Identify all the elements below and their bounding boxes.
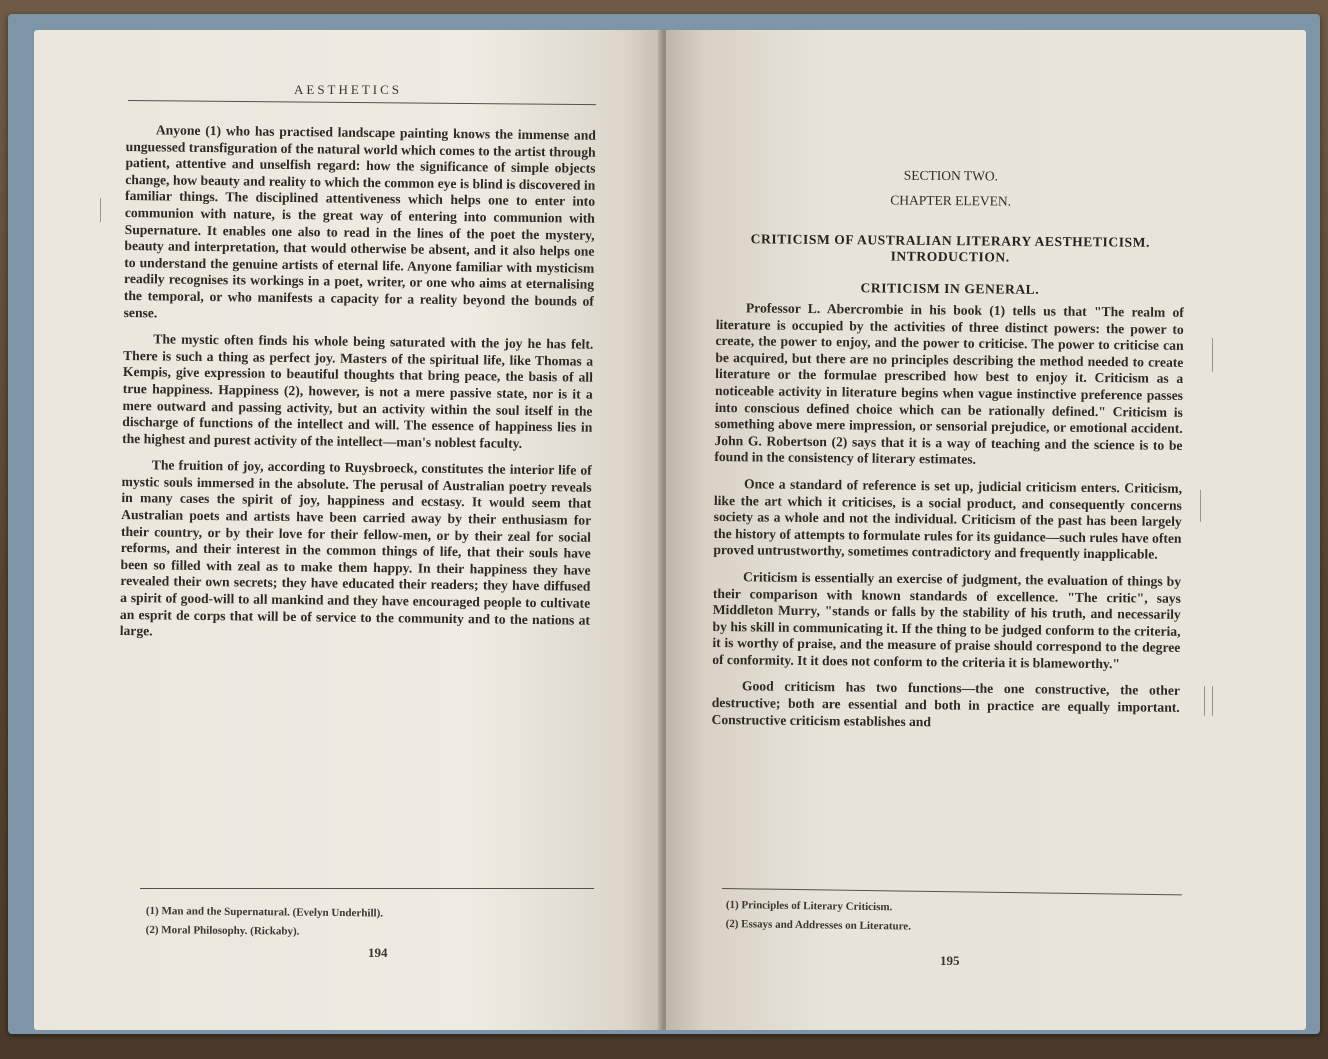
pencil-margin-mark	[1212, 338, 1213, 372]
left-body-text	[120, 122, 596, 656]
page-number: 195	[940, 953, 960, 968]
paragraph: Professor L. Abercrombie in his book (1) tells us that "The realm of literature is occupied by the activities of three distinct powers: the power to create, the power to enjoy, and the power to criticise. The power to criticise can be acquired, but there are no principles describing the method needed to create literature or the formulae prescribed how best to enjoy it. Criticism as a noticeable activity in literature begins when vague instinctive preference passes into conscious defined choice which can be rationally defined." Criticism is something above mere impression, or sensorial prejudice, or emotional accident. John G. Robertson (2) says that it is a way of teaching and the science is to be found in the consistency of literary estimates.	[714, 300, 1184, 468]
paragraph: Good criticism has two functions—the one constructive, the other destructive; both are essential and both in practice are equally important. Constructive criticism establishes and	[711, 678, 1181, 729]
chapter-heading-block	[715, 166, 1186, 299]
header-rule	[128, 100, 596, 105]
right-page	[666, 30, 1306, 1030]
right-body-text	[711, 300, 1184, 743]
chapter-heading: CHAPTER ELEVEN.	[890, 192, 1012, 209]
pencil-margin-mark	[100, 198, 101, 222]
section-subheading: CRITICISM IN GENERAL.	[860, 280, 1040, 297]
chapter-subtitle: INTRODUCTION.	[890, 248, 1010, 265]
footnote: (2) Essays and Addresses on Literature.	[725, 917, 912, 933]
left-footnotes	[146, 902, 384, 942]
footnote: (1) Principles of Literary Criticism.	[725, 898, 893, 914]
right-footnotes	[725, 896, 911, 937]
paragraph: The mystic often finds his whole being saturated with the joy he has felt. There is such a thing as perfect joy. Masters of the spiritual life, like Thomas a Kempis, give expression to beautiful thoughts that bring peace, the basis of all true happiness. Happiness (2), however, is not a mere passive state, nor is it a mere outward and passing activity, but an activity within the soul itself in the discharge of functions of the intellect and will. The essence of happiness lies in the highest and purest activity of the intellect—man's noblest faculty.	[122, 331, 594, 451]
chapter-title: CRITICISM OF AUSTRALIAN LITERARY AESTHETICISM.	[750, 231, 1151, 250]
pencil-margin-mark	[1212, 686, 1213, 716]
paragraph: Anyone (1) who has practised landscape painting knows the immense and unguessed transfiguration of the natural world which comes to the artist through patient, attentive and unselfish regard: how the significance of simple objects change, how beauty and reality to which the common eye is blind is discovered in familiar things. The disciplined attentiveness which helps one to enter into communion with nature, is the great way of entering into communion with Supernature. It enables one also to read in the lines of the poet the mystery, beauty and interpretation, that would otherwise be absent, and it also helps one to understand the genuine artists of eternal life. Anyone familiar with mysticism readily recognises its workings in a poet, writer, or one who aims at eternalising the temporal, or who manifests a capacity for a reality beyond the bounds of sense.	[123, 122, 596, 320]
paragraph: Criticism is essentially an exercise of judgment, the evaluation of things by their comparison with known standards of excellence. "The critic", says Middleton Murry, "stands or falls by the stability of his truth, and necessarily by his skill in communicating it. If the thing to be judged conform to the criteria, it is worthy of praise, and the measure of praise should correspond to the degree of conformity. It it does not conform to the criteria it is blameworthy."	[712, 569, 1182, 672]
page-number: 194	[368, 945, 388, 960]
footnote: (2) Moral Philosophy. (Rickaby).	[145, 923, 300, 938]
left-page	[34, 30, 662, 1030]
paragraph: Once a standard of reference is set up, judicial criticism enters. Criticism, like the art which it criticises, is a social product, and consequently concerns society as a whole and not the individual. Criticism of the past has been largely the history of attempts to formulate rules for its guidance—such rules have often proved untrustworthy, sometimes contradictory and frequently inapplicable.	[713, 476, 1183, 562]
footnote-rule	[140, 888, 594, 889]
section-heading: SECTION TWO.	[903, 167, 999, 184]
pencil-margin-mark	[1204, 686, 1205, 716]
footnote: (1) Man and the Supernatural. (Evelyn Underhill).	[145, 904, 384, 920]
paragraph: The fruition of joy, according to Ruysbroeck, constitutes the interior life of mystic souls immersed in the absolute. The perusal of Australian poetry reveals in many cases the spirit of joy, happiness and ecstasy. It would seem that Australian poets and artists have been carried away by their enthusiasm for their country, or by their love for their fellow-men, or by their zeal for social reforms, and their interest in the common things of life, that their souls have been so filled with zeal as to make them happy. In their happiness they have revealed their own secrets; they have educated their readers; they have diffused a spirit of good-will to all mankind and they have encouraged people to cultivate an esprit de corps that will be of service to the community and to the nations at large.	[119, 457, 592, 639]
running-head: AESTHETICS	[294, 82, 402, 97]
pencil-margin-mark	[1200, 490, 1201, 522]
footnote-rule	[722, 888, 1182, 895]
